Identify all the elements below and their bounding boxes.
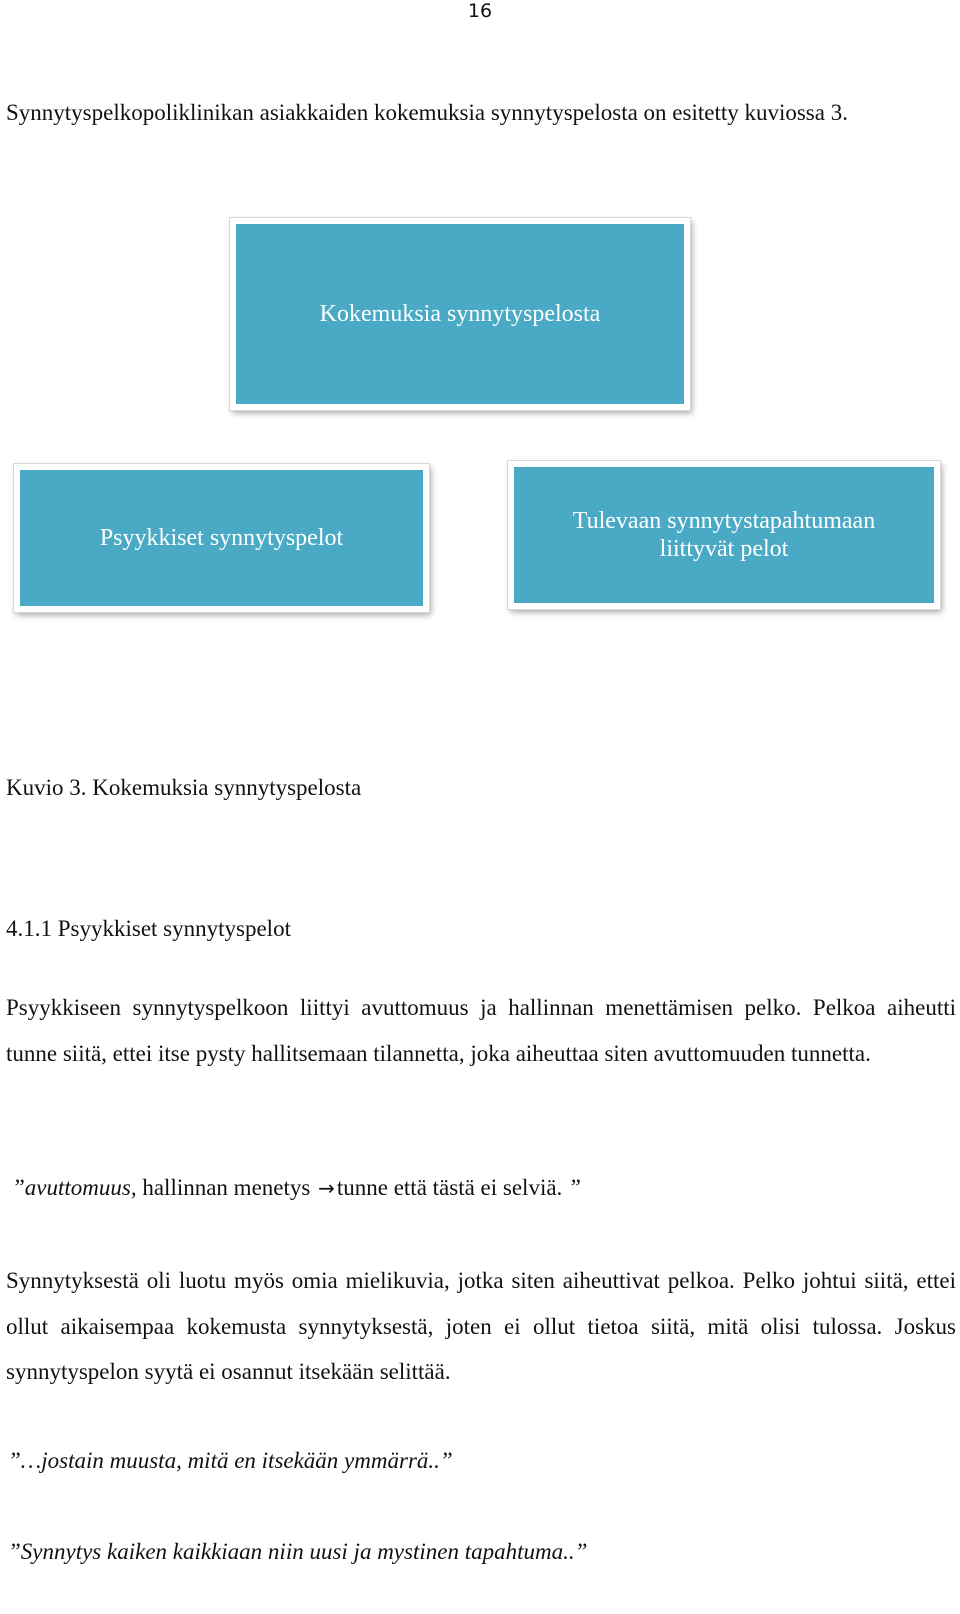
diagram-box-left-label: Psyykkiset synnytyspelot: [99, 525, 344, 551]
figure-caption: Kuvio 3. Kokemuksia synnytyspelosta: [6, 775, 362, 800]
arrow-right-icon: →: [318, 1176, 335, 1200]
section-heading: 4.1.1 Psyykkiset synnytyspelot: [6, 916, 291, 941]
diagram-box-right: [508, 461, 940, 609]
quote-1-open: ”avuttomuus,: [12, 1175, 137, 1200]
quote-1: [12, 1173, 581, 1203]
quote-2: ”…jostain muusta, mitä en itsekään ymmärrä..”: [8, 1448, 453, 1473]
page-number: 16: [467, 0, 493, 22]
quote-1-close: ”: [562, 1175, 581, 1200]
quote-1-middle: hallinnan menetys: [136, 1175, 317, 1200]
diagram-box-top-label: Kokemuksia synnytyspelosta: [319, 301, 601, 327]
quote-1-end: tunne että tästä ei selviä.: [336, 1175, 563, 1200]
paragraph-2: Synnytyksestä oli luotu myös omia mielikuvia, jotka siten aiheuttivat pelkoa. Pelko johtui siitä, ettei ollut aikaisempaa kokemusta synnytyksestä, joten ei ollut tietoa siitä, mitä olisi tulossa. Joskus synnytyspelon syytä ei osannut itsekään selittää.: [6, 1268, 956, 1384]
diagram-box-right-label: Tulevaan synnytystapahtumaan liittyvät pelot: [572, 508, 876, 562]
diagram-box-left: [14, 464, 429, 612]
paragraph-1: Psyykkiseen synnytyspelkoon liittyi avuttomuus ja hallinnan menettämisen pelko. Pelkoa aiheutti tunne siitä, ettei itse pysty hallitsemaan tilannetta, joka aiheuttaa siten avuttomuuden tunnetta.: [6, 995, 956, 1066]
diagram-box-top: [230, 218, 690, 410]
quote-3: ”Synnytys kaiken kaikkiaan niin uusi ja mystinen tapahtuma..”: [8, 1539, 588, 1564]
intro-paragraph: Synnytyspelkopoliklinikan asiakkaiden kokemuksia synnytyspelosta on esitetty kuviossa 3.: [6, 100, 848, 125]
